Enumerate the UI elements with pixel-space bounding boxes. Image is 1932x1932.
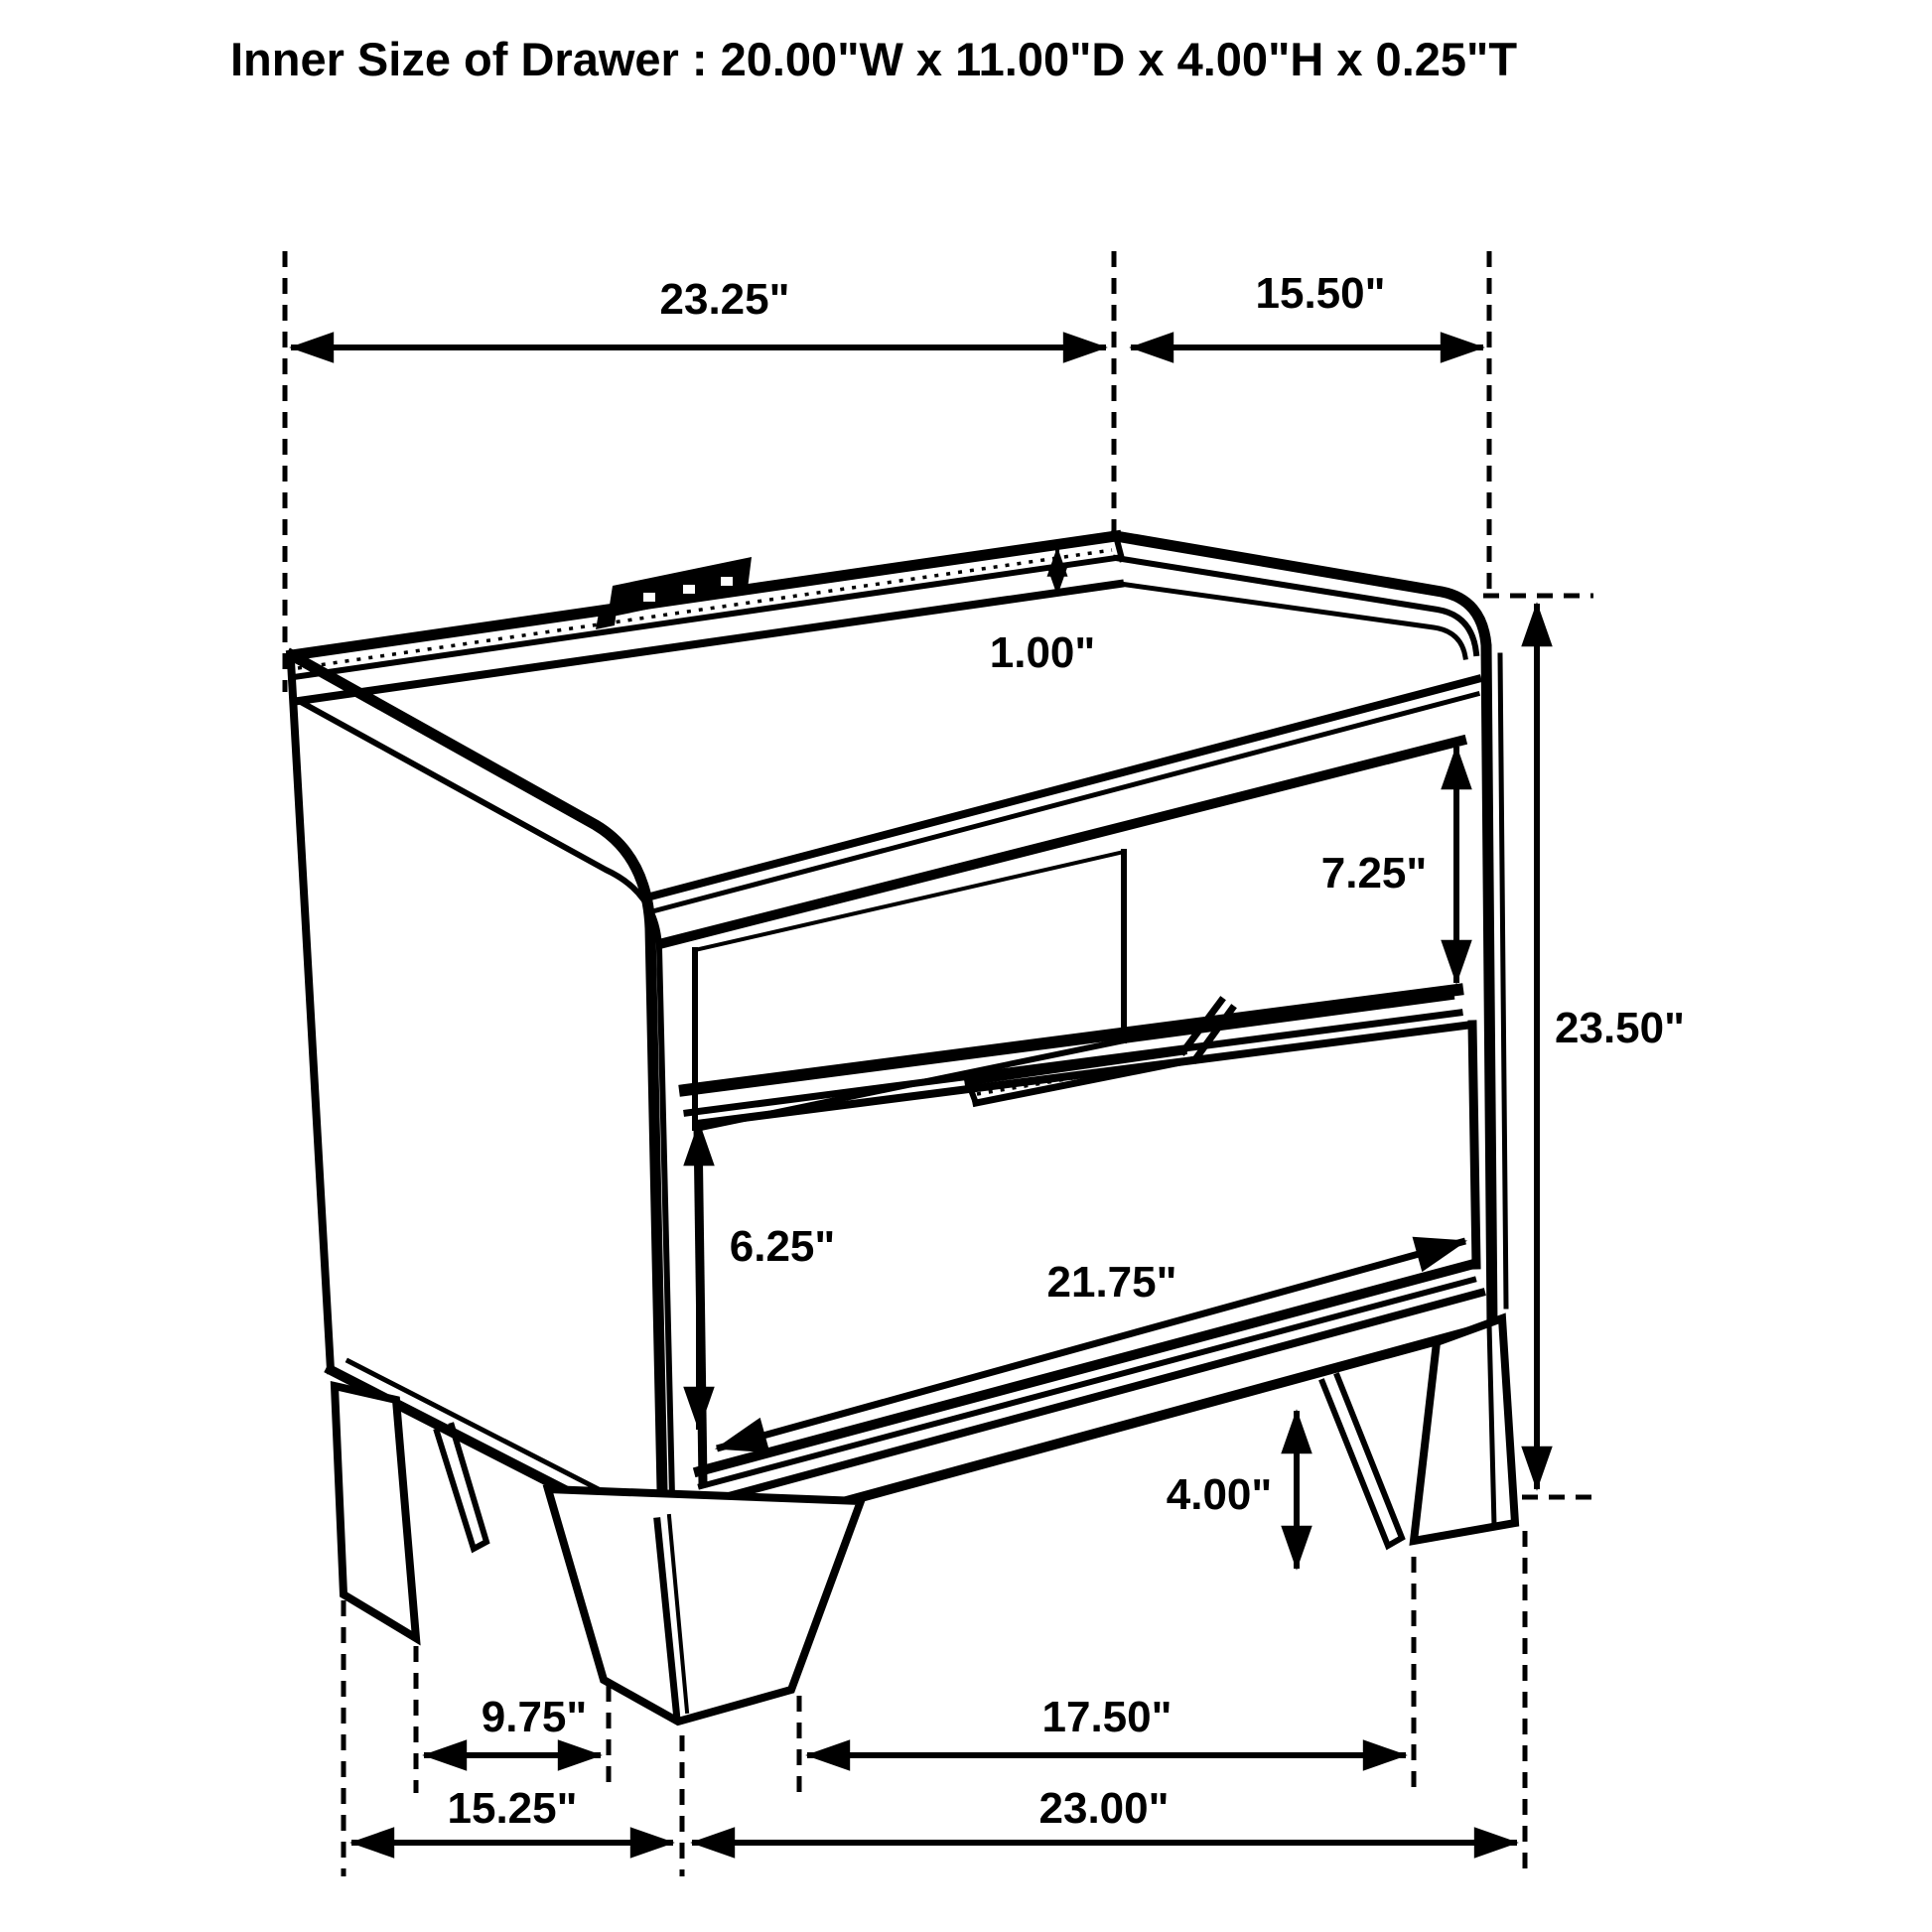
nightstand-outline (291, 536, 1515, 1722)
front-left-leg (548, 1489, 861, 1722)
right-rail-and-corner (1116, 536, 1492, 1326)
label-top-width: 23.25" (659, 275, 790, 324)
label-base-width: 23.00" (1038, 1784, 1170, 1833)
drawer-right-edge (1472, 1025, 1476, 1265)
label-front-leg-span: 17.50" (1041, 1693, 1173, 1741)
label-base-depth: 15.25" (447, 1784, 578, 1833)
legs (335, 1318, 1515, 1722)
label-shelf-height: 7.25" (1320, 849, 1428, 897)
label-drawer-width: 21.75" (1046, 1258, 1177, 1307)
shelf-opening-top-edge (663, 741, 1461, 943)
extension-lines (285, 251, 1593, 1876)
diagram-title: Inner Size of Drawer : 20.00"W x 11.00"D x 4.00"H x 0.25"T (229, 33, 1518, 85)
back-left-leg (335, 1386, 416, 1638)
back-right-leg (1322, 1376, 1402, 1546)
label-leg-height: 4.00" (1166, 1470, 1273, 1519)
label-overall-height: 23.50" (1555, 1004, 1685, 1052)
side-panel-back-edge (291, 661, 331, 1370)
label-leg-gap: 9.75" (481, 1693, 588, 1741)
label-drawer-height: 6.25" (729, 1222, 836, 1271)
label-side-depth: 15.50" (1255, 269, 1386, 318)
base-rail-top-edge (692, 1293, 1481, 1506)
right-silhouette (1500, 655, 1506, 1307)
label-top-lip: 1.00" (989, 628, 1096, 677)
front-right-leg (1414, 1318, 1515, 1541)
